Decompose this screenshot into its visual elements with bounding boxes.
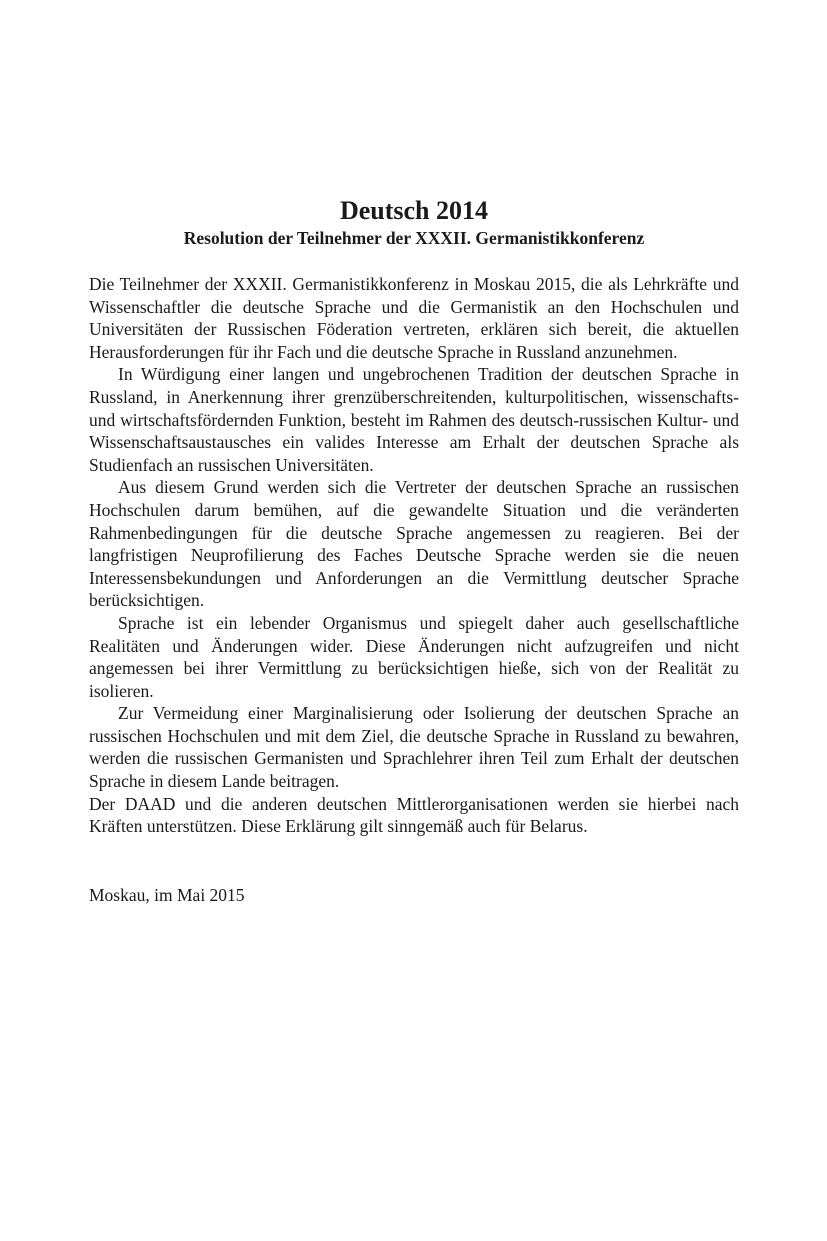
paragraph-tradition: In Würdigung einer langen und ungebrochenen Tradition der deutschen Sprache in Russland, in Anerkennung ihrer grenzüberschreitenden, kulturpolitischen, wissenschafts- und wirtschaftsfördernden Funktion, besteht im Rahmen des deutsch-russischen Kultur- und Wissenschaftsaustausches ein valides Interesse am Erhalt der deutschen Sprache als Studienfach an russischen Universitäten. — [89, 364, 739, 475]
paragraph-language-organism: Sprache ist ein lebender Organismus und spiegelt daher auch gesellschaftliche Realitäten und Änderungen wider. Diese Änderungen nicht aufzugreifen und nicht angemessen bei ihrer Vermittlung zu berücksichtigen hieße, sich von der Realität zu isolieren. — [89, 612, 739, 701]
paragraph-daad: Der DAAD und die anderen deutschen Mittlerorganisationen werden sie hierbei nach Kräften unterstützen. Diese Erklärung gilt sinngemäß auch für Belarus. — [89, 793, 739, 837]
paragraph-avoid-marginalization: Zur Vermeidung einer Marginalisierung oder Isolierung der deutschen Sprache an russischen Hochschulen und mit dem Ziel, die deutsche Sprache in Russland zu bewahren, werden die russischen Germanisten und Sprachlehrer ihren Teil zum Erhalt der deutschen Sprache in diesem Lande beitragen. — [89, 703, 739, 792]
paragraph-intro: Die Teilnehmer der XXXII. Germanistikkonferenz in Moskau 2015, die als Lehrkräfte und Wissenschaftler die deutsche Sprache und die Germanistik an den Hochschulen und Universitäten der Russischen Föderation vertreten, erklären sich bereit, die aktuellen Herausforderungen für ihr Fach und die deutsche Sprache in Russland anzunehmen. — [89, 274, 739, 362]
place-date: Moskau, im Mai 2015 — [89, 884, 245, 905]
document-page — [89, 196, 739, 906]
paragraph-reason: Aus diesem Grund werden sich die Vertreter der deutschen Sprache an russischen Hochschulen darum bemühen, auf die gewandelte Situation und die veränderten Rahmenbedingungen für die deutsche Sprache angemessen zu reagieren. Bei der langfristigen Neuprofilierung des Faches Deutsche Sprache werden sie die neuen Interessensbekundungen und Anforderungen an die Vermittlung deutscher Sprache berücksichtigen. — [89, 477, 739, 611]
document-subtitle: Resolution der Teilnehmer der XXXII. Germanistikkonferenz — [183, 228, 645, 248]
document-title: Deutsch 2014 — [339, 196, 489, 225]
resolution-body — [89, 273, 739, 838]
